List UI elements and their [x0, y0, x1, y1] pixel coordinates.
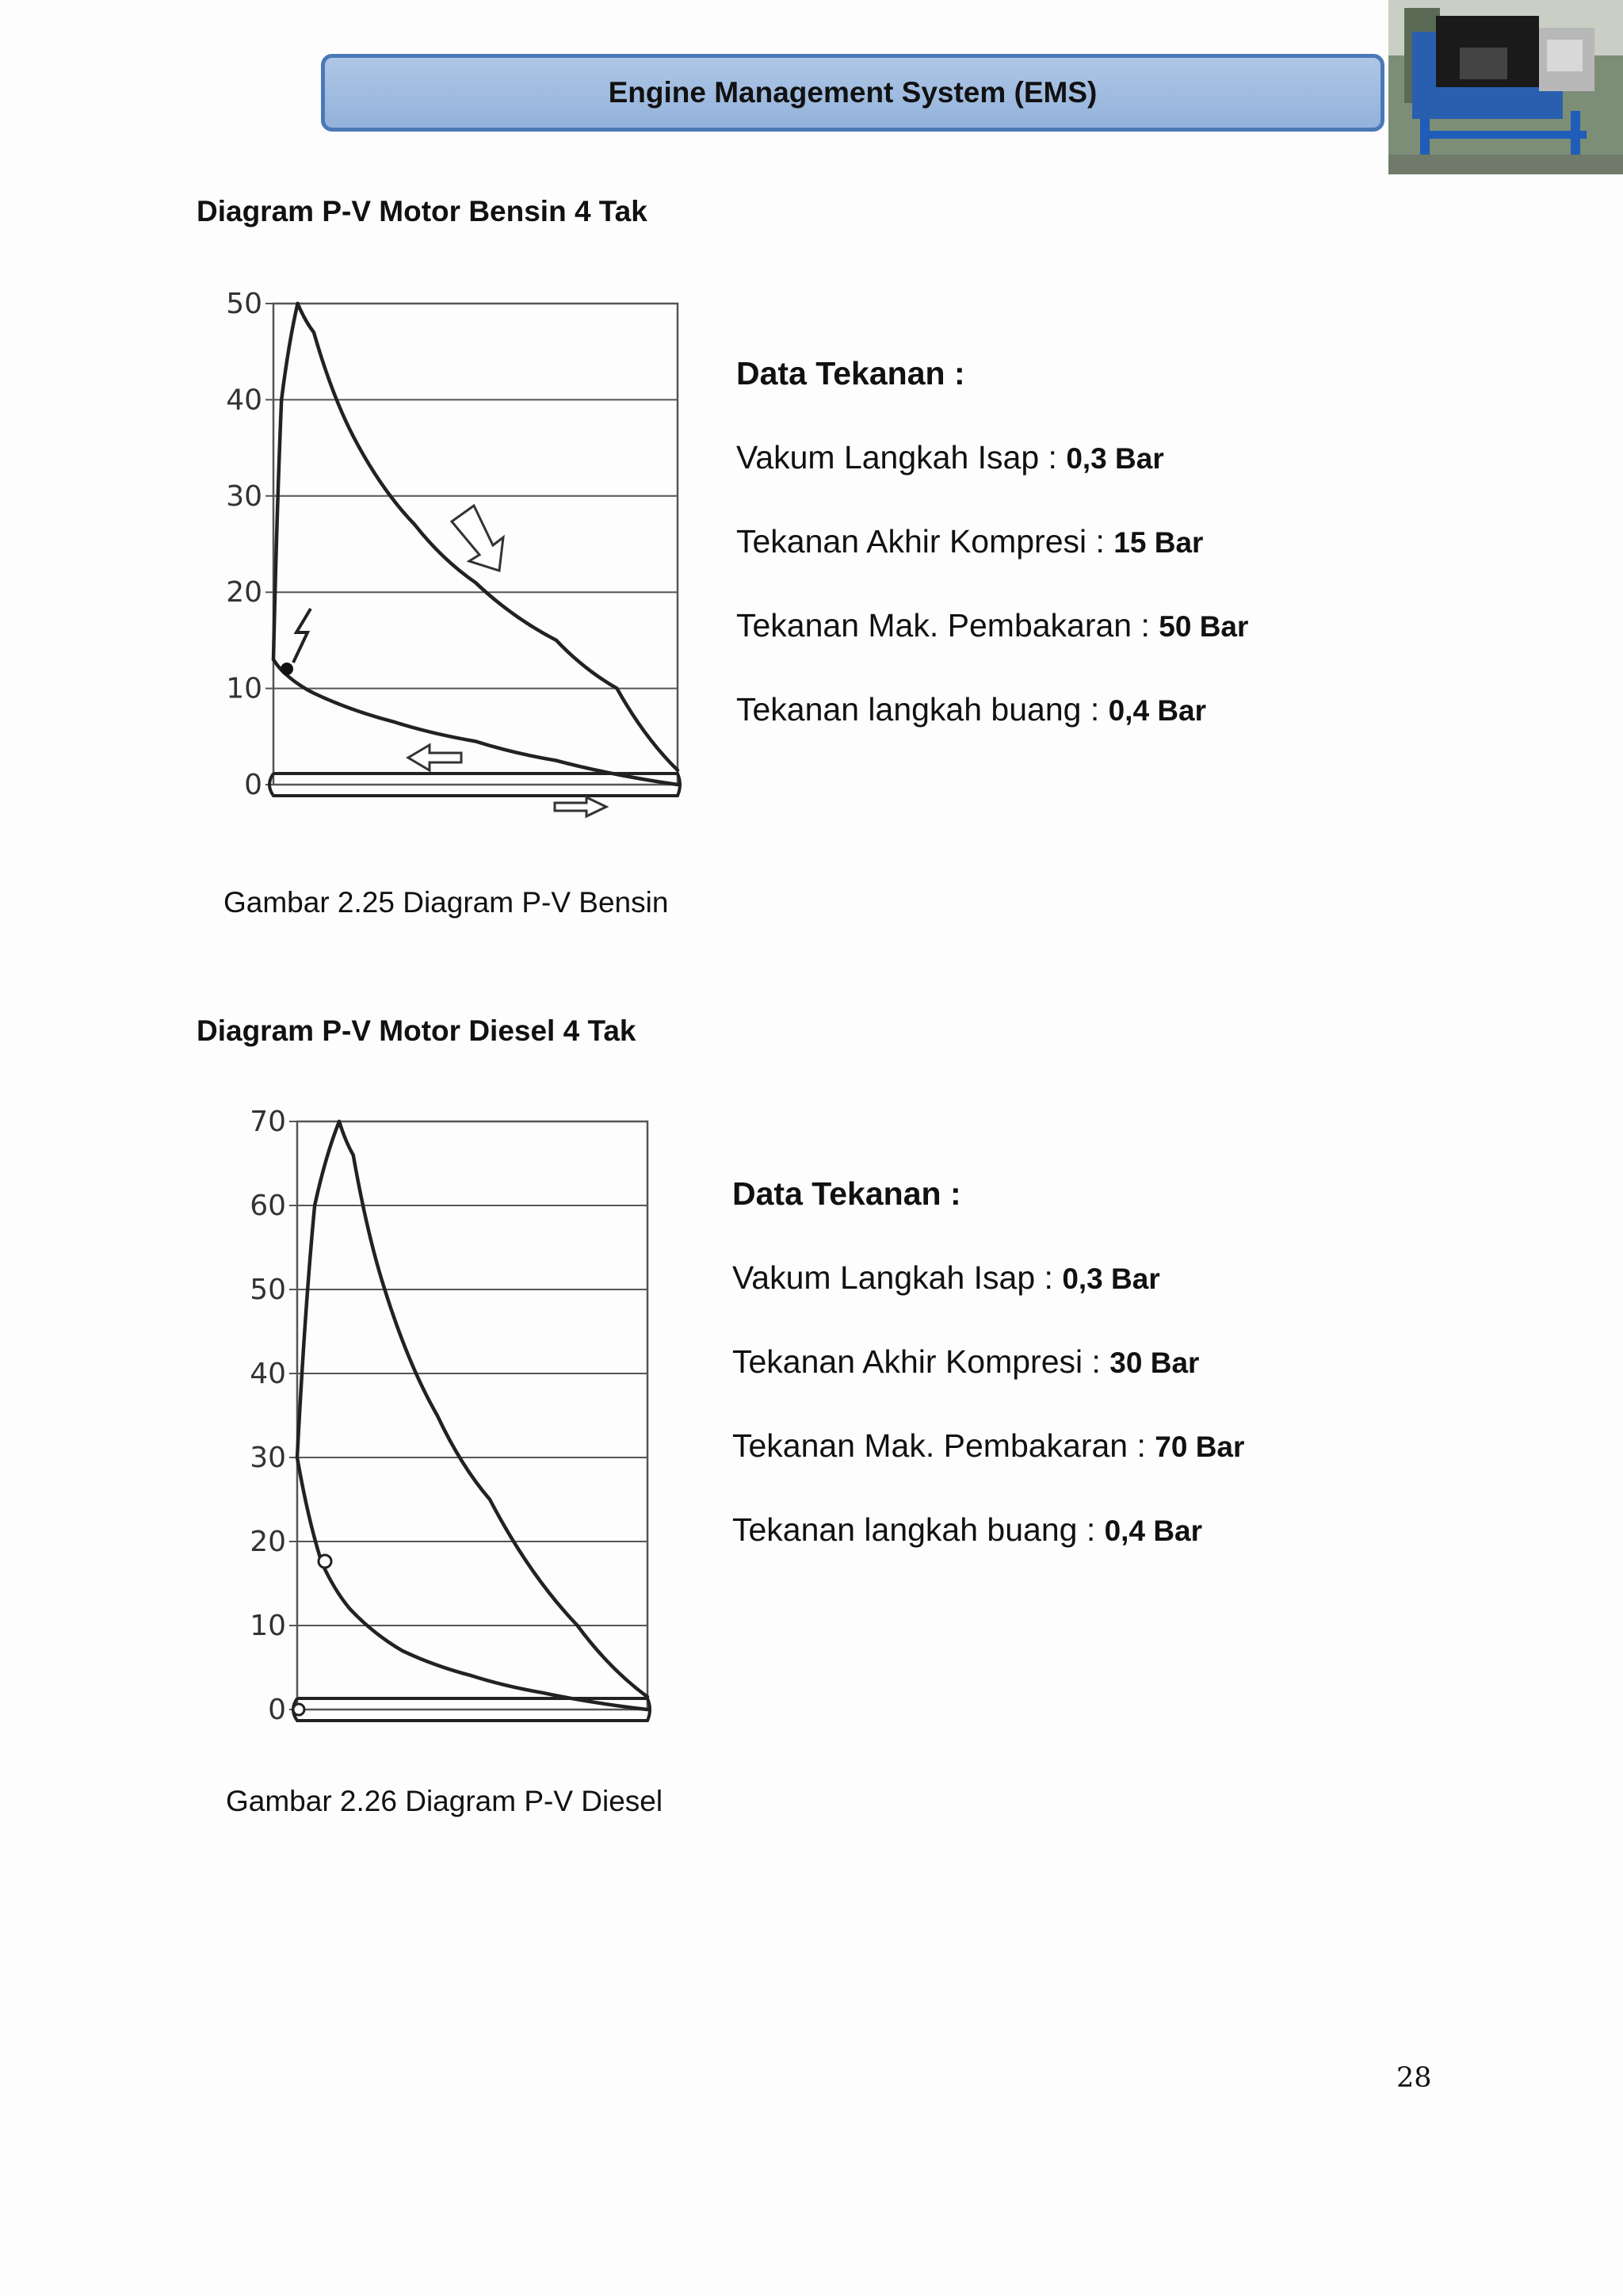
data-block-diesel — [732, 1175, 1366, 1556]
curve-compression — [273, 659, 678, 785]
y-tick-label: 50 — [226, 288, 262, 320]
pv-diagram-diesel — [238, 1098, 666, 1732]
y-tick-label: 10 — [226, 672, 262, 705]
y-tick-label: 0 — [244, 769, 262, 801]
curve-expansion — [339, 1121, 647, 1697]
data-row-kompresi — [736, 523, 1203, 560]
data-row-pembakaran — [732, 1427, 1244, 1465]
header-bar — [321, 54, 1384, 132]
section-title-bensin: Diagram P-V Motor Bensin 4 Tak — [197, 195, 647, 227]
arrow-compression-icon — [408, 745, 461, 770]
y-tick-label: 20 — [226, 576, 262, 609]
y-tick-label: 30 — [226, 479, 262, 513]
data-label: Tekanan Mak. Pembakaran : — [736, 607, 1159, 644]
y-tick-label: 10 — [250, 1610, 286, 1642]
data-row-kompresi — [732, 1343, 1199, 1381]
y-tick-label: 60 — [250, 1190, 286, 1222]
pv-diagram-bensin — [214, 284, 689, 839]
data-label: Tekanan Akhir Kompresi : — [736, 523, 1114, 560]
data-block-bensin — [736, 355, 1370, 735]
data-label: Tekanan Mak. Pembakaran : — [732, 1427, 1155, 1464]
engine-trainer-photo-icon — [1388, 0, 1623, 174]
data-value: 0,3 Bar — [1066, 442, 1164, 475]
data-row-vakum — [732, 1259, 1160, 1297]
section-title-diesel: Diagram P-V Motor Diesel 4 Tak — [197, 1014, 636, 1047]
data-row-buang — [732, 1511, 1202, 1549]
y-tick-label: 40 — [250, 1358, 286, 1390]
arrow-exhaust-icon — [555, 797, 606, 816]
curve-compression — [297, 1457, 647, 1710]
data-row-buang — [736, 691, 1206, 728]
data-value: 50 Bar — [1159, 610, 1249, 643]
caption-diesel: Gambar 2.26 Diagram P-V Diesel — [226, 1785, 663, 1817]
y-tick-label: 40 — [226, 384, 262, 417]
data-label: Tekanan langkah buang : — [736, 691, 1109, 728]
ignition-point-marker — [281, 663, 293, 675]
y-tick-label: 30 — [250, 1442, 286, 1474]
y-tick-label: 0 — [268, 1694, 286, 1726]
origin-point-marker — [293, 1704, 304, 1715]
plot-frame — [297, 1121, 647, 1710]
injection-point-marker — [319, 1555, 331, 1568]
data-label: Vakum Langkah Isap : — [736, 439, 1067, 476]
data-heading: Data Tekanan : — [736, 355, 965, 392]
data-label: Tekanan Akhir Kompresi : — [732, 1343, 1110, 1380]
y-tick-label: 70 — [250, 1106, 286, 1138]
data-heading: Data Tekanan : — [732, 1175, 961, 1212]
data-value: 70 Bar — [1155, 1431, 1245, 1463]
arrow-expansion-icon — [452, 506, 503, 571]
spark-icon — [293, 609, 311, 663]
data-value: 15 Bar — [1113, 526, 1204, 559]
data-value: 0,4 Bar — [1108, 694, 1207, 727]
y-tick-label: 50 — [250, 1274, 286, 1306]
y-tick-label: 20 — [250, 1526, 286, 1558]
data-label: Tekanan langkah buang : — [732, 1511, 1105, 1548]
data-label: Vakum Langkah Isap : — [732, 1259, 1063, 1296]
caption-bensin: Gambar 2.25 Diagram P-V Bensin — [223, 886, 669, 919]
page-number: 28 — [1396, 2062, 1432, 2094]
data-value: 0,4 Bar — [1104, 1515, 1203, 1547]
data-value: 30 Bar — [1109, 1347, 1200, 1379]
data-value: 0,3 Bar — [1062, 1263, 1160, 1295]
curve-combustion — [273, 304, 298, 659]
data-row-vakum — [736, 439, 1164, 476]
data-row-pembakaran — [736, 607, 1248, 644]
header-title: Engine Management System (EMS) — [608, 76, 1098, 109]
